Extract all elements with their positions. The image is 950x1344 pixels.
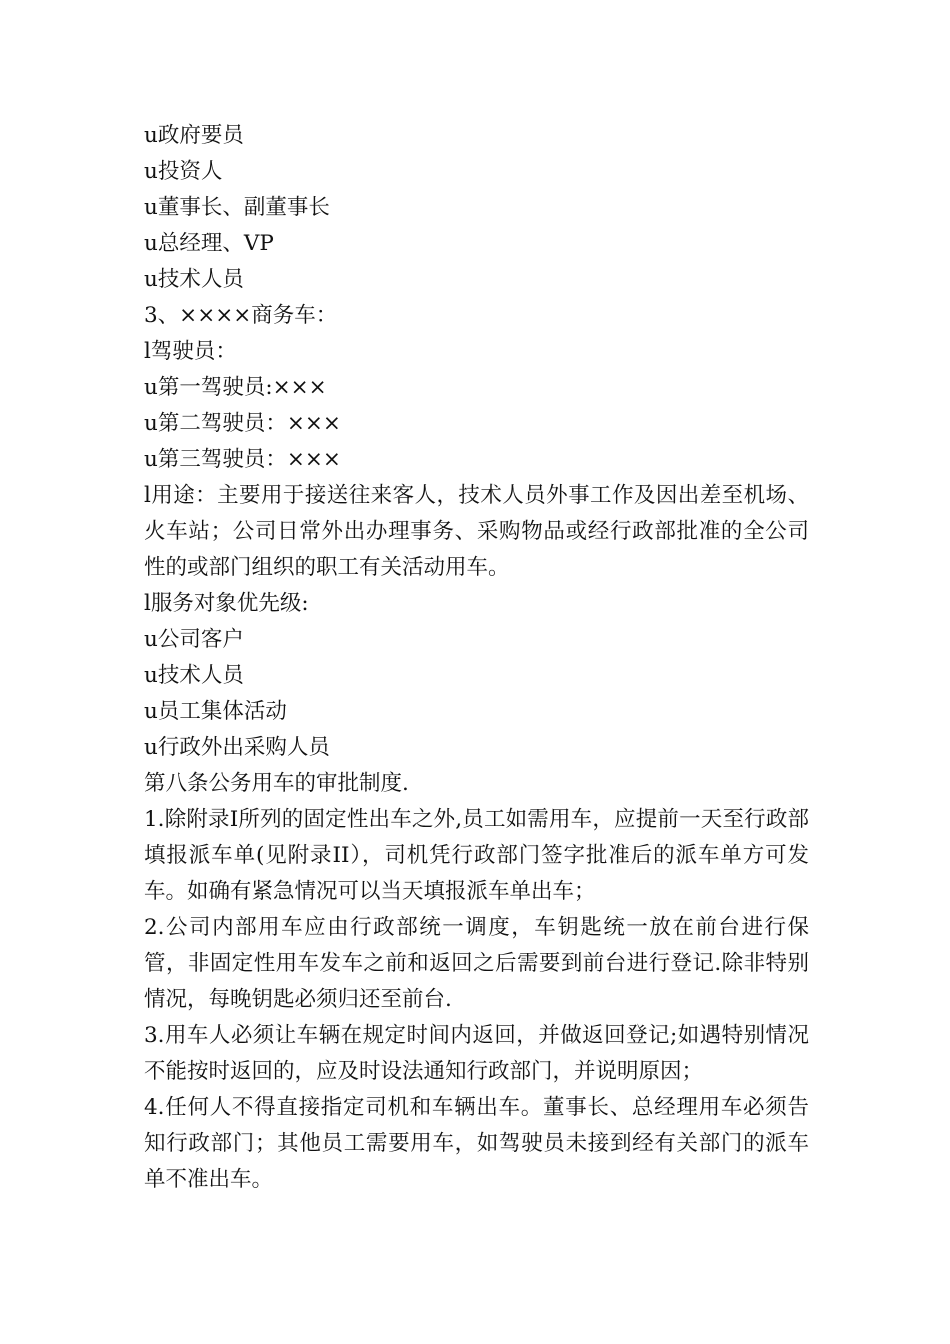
rule-paragraph-3: 3.用车人必须让车辆在规定时间内返回，并做返回登记;如遇特别情况不能按时返回的，应及时设法通知行政部门，并说明原因； [144, 1023, 809, 1084]
list-item-chairman: u董事长、副董事长 [144, 195, 330, 220]
section-heading-business-vehicle: 3、××××商务车： [144, 303, 338, 328]
list-item-third-driver: u第三驾驶员：××× [144, 447, 341, 472]
document-body [144, 118, 809, 1198]
list-item-group-activities: u员工集体活动 [144, 699, 287, 724]
list-item-first-driver: u第一驾驶员:××× [144, 375, 327, 400]
list-item-procurement-staff: u行政外出采购人员 [144, 735, 330, 760]
rule-paragraph-4: 4.任何人不得直接指定司机和车辆出车。董事长、总经理用车必须告知行政部门；其他员工需要用车，如驾驶员未接到经有关部门的派车单不准出车。 [144, 1095, 809, 1192]
list-item-government-officials: u政府要员 [144, 123, 244, 148]
list-item-technical-staff-2: u技术人员 [144, 663, 244, 688]
drivers-heading: l驾驶员： [144, 339, 237, 364]
list-item-company-clients: u公司客户 [144, 627, 244, 652]
list-item-investors: u投资人 [144, 159, 223, 184]
article-eight-heading: 第八条公务用车的审批制度. [144, 771, 409, 796]
list-item-general-manager: u总经理、VP [144, 231, 274, 256]
list-item-technical-staff: u技术人员 [144, 267, 244, 292]
service-priority-heading: l服务对象优先级: [144, 591, 309, 616]
list-item-second-driver: u第二驾驶员：××× [144, 411, 341, 436]
rule-paragraph-2: 2.公司内部用车应由行政部统一调度，车钥匙统一放在前台进行保管，非固定性用车发车之前和返回之后需要到前台进行登记.除非特别情况，每晚钥匙必须归还至前台. [144, 915, 809, 1012]
rule-paragraph-1: 1.除附录Ⅰ所列的固定性出车之外,员工如需用车，应提前一天至行政部填报派车单(见附录II），司机凭行政部门签字批准后的派车单方可发车。如确有紧急情况可以当天填报派车单出车； [144, 807, 809, 904]
usage-paragraph: l用途：主要用于接送往来客人，技术人员外事工作及因出差至机场、火车站；公司日常外出办理事务、采购物品或经行政部批准的全公司性的或部门组织的职工有关活动用车。 [144, 483, 809, 580]
